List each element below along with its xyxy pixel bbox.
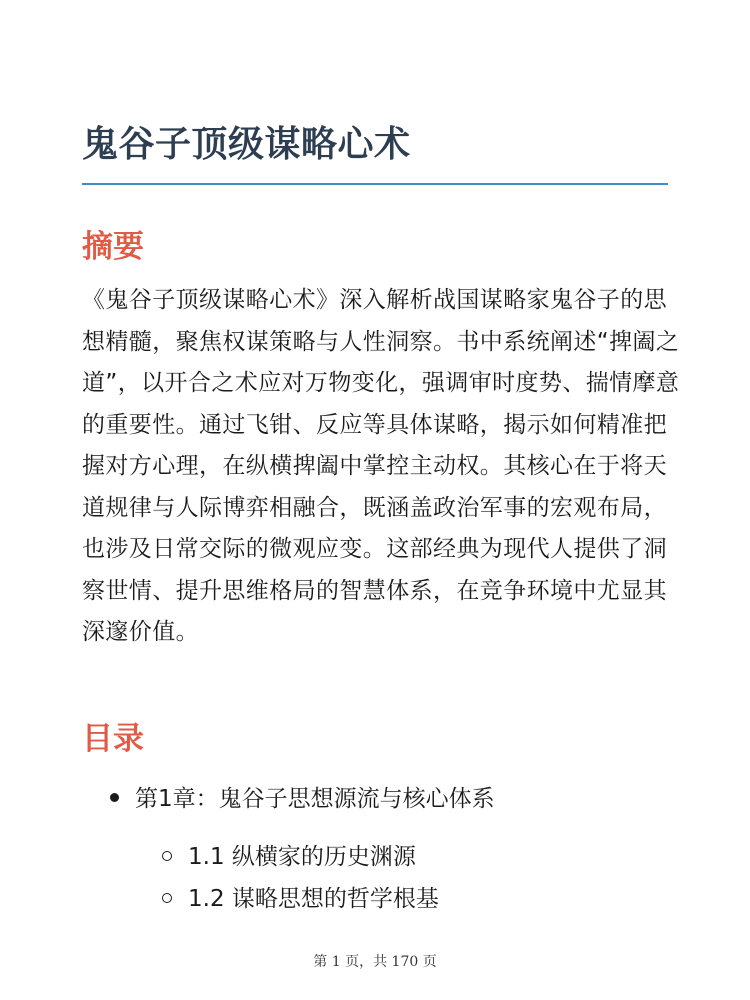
bullet-disc-icon	[110, 793, 119, 802]
toc-item-label: 第1章：鬼谷子思想源流与核心体系	[135, 786, 495, 812]
toc-item-section-1-1[interactable]	[162, 838, 416, 871]
toc-item-label: 1.2 谋略思想的哲学根基	[188, 886, 439, 912]
toc-heading: 目录	[82, 721, 144, 757]
toc-item-section-1-2[interactable]	[162, 880, 439, 913]
title-divider	[82, 183, 668, 185]
toc-item-label: 1.1 纵横家的历史渊源	[188, 844, 416, 870]
abstract-heading: 摘要	[82, 229, 144, 265]
bullet-circle-icon	[162, 893, 172, 903]
document-title: 鬼谷子顶级谋略心术	[82, 124, 411, 165]
bullet-circle-icon	[162, 851, 172, 861]
page-footer: 第 1 页，共 170 页	[313, 954, 437, 970]
abstract-body: 《鬼谷子顶级谋略心术》深入解析战国谋略家鬼谷子的思想精髓，聚焦权谋策略与人性洞察。书中系统阐述“捭阖之道”，以开合之术应对万物变化，强调审时度势、揣情摩意的重要性。通过飞钳、反应等具体谋略，揭示如何精准把握对方心理，在纵横捭阖中掌控主动权。其核心在于将天道规律与人际博弈相融合，既涵盖政治军事的宏观布局，也涉及日常交际的微观应变。这部经典为现代人提供了洞察世情、提升思维格局的智慧体系，在竞争环境中尤显其深邃价值。	[82, 287, 680, 645]
toc-item-chapter-1[interactable]	[110, 780, 495, 813]
